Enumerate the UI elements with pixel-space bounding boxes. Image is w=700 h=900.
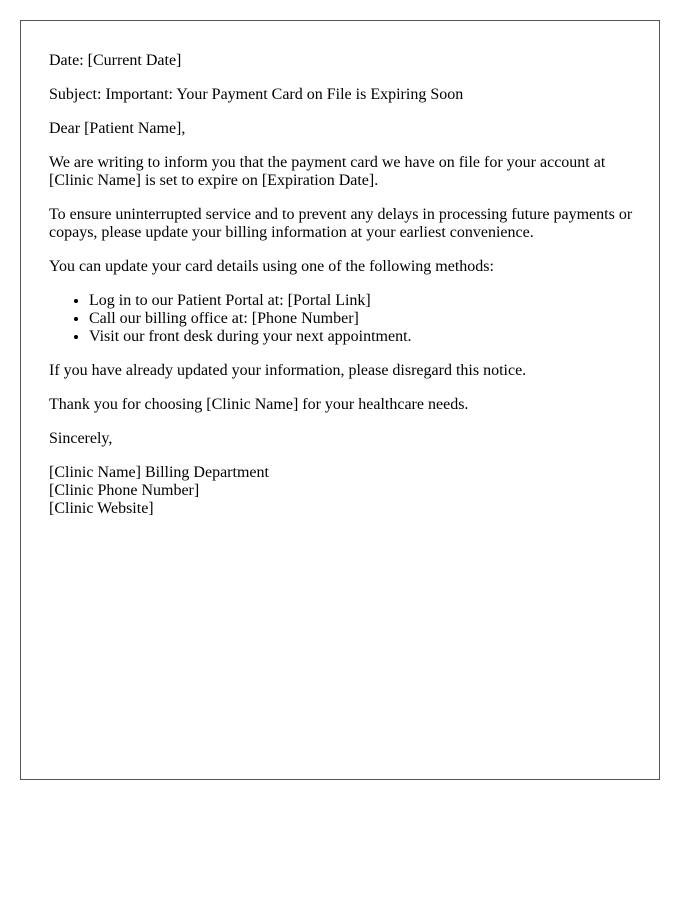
method-phone: • Call our billing office at: [Phone Number] [89,310,649,328]
signature-block [49,464,649,518]
letter-page [20,20,660,780]
update-methods-list [49,292,649,346]
intro-paragraph: We are writing to inform you that the payment card we have on file for your account at [Clinic Name] is set to expire on [Expiration Date]. [49,154,606,189]
closing: Sincerely, [49,430,113,447]
signature-website: [Clinic Website] [49,500,154,517]
date-line: Date: [Current Date] [49,52,182,69]
method-portal: • Log in to our Patient Portal at: [Portal Link] [89,292,649,310]
method-front-desk: • Visit our front desk during your next appointment. [89,328,649,346]
greeting: Dear [Patient Name], [49,120,186,137]
disregard-note: If you have already updated your information, please disregard this notice. [49,362,527,379]
signature-phone: [Clinic Phone Number] [49,482,200,499]
update-request-paragraph: To ensure uninterrupted service and to prevent any delays in processing future payments or copays, please update your billing information at your earliest convenience. [49,206,633,241]
signature-department: [Clinic Name] Billing Department [49,464,269,481]
letter-body [49,52,649,534]
thank-you-line: Thank you for choosing [Clinic Name] for your healthcare needs. [49,396,469,413]
methods-intro-paragraph: You can update your card details using one of the following methods: [49,258,494,275]
subject-line: Subject: Important: Your Payment Card on File is Expiring Soon [49,86,464,103]
